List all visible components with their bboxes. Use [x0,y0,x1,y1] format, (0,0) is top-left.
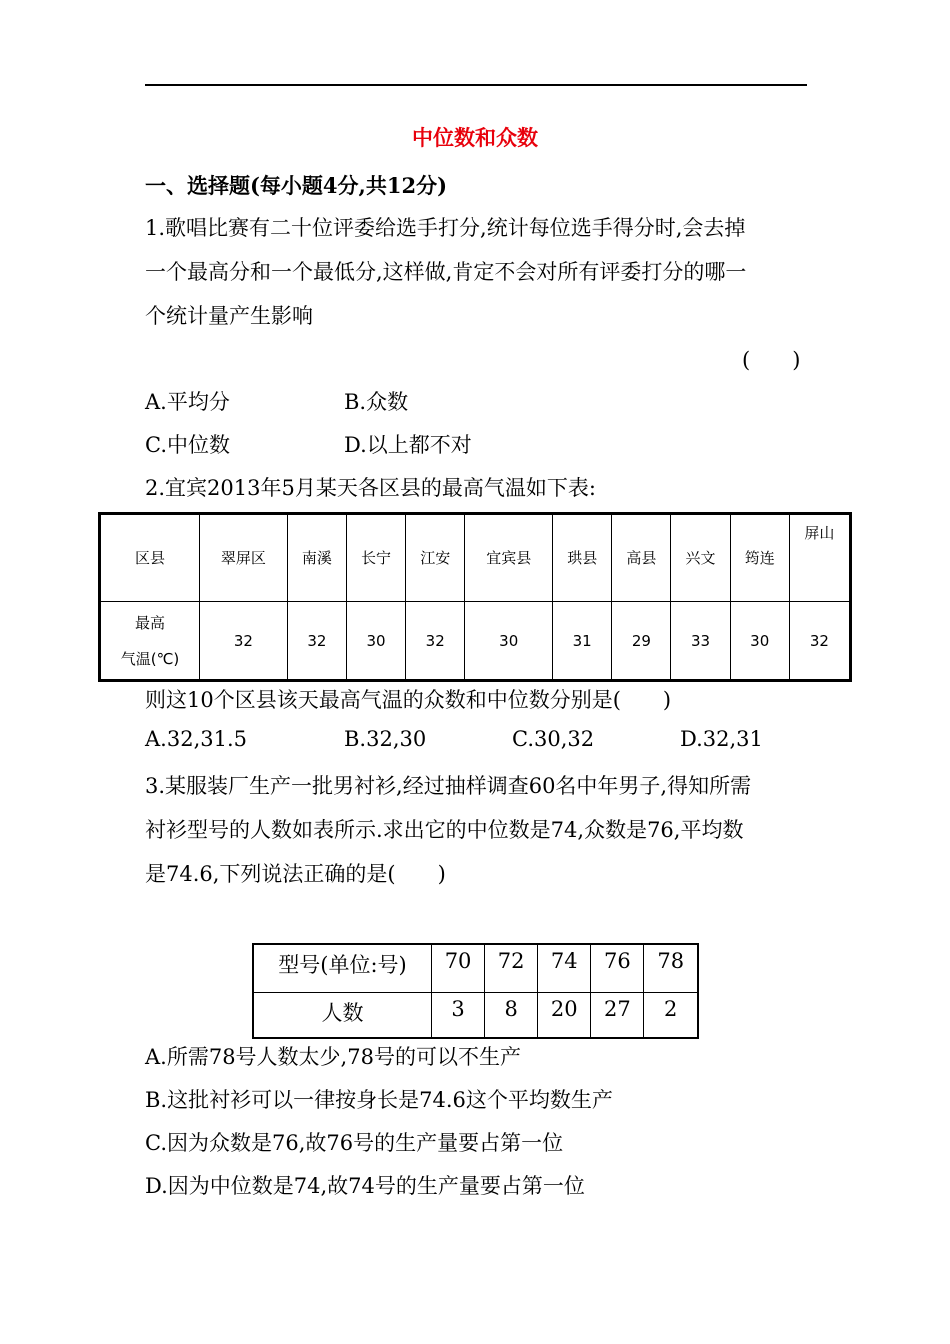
q3-line-2: 衬衫型号的人数如表所示.求出它的中位数是74,众数是76,平均数 [145,818,744,842]
table-row [100,602,851,681]
row-label-cell [100,602,200,681]
q1-option-a: A.平均分 [145,390,230,414]
size-cell: 70 [432,944,485,992]
q1-option-c: C.中位数 [145,433,230,457]
district-cell: 兴文 [671,514,730,602]
district-cell: 珙县 [553,514,612,602]
q1-answer-bracket: ( ) [742,348,801,372]
count-cell: 8 [485,992,538,1038]
temp-cell: 32 [200,602,288,681]
temp-cell: 33 [671,602,730,681]
size-table [252,943,699,1039]
size-cell: 76 [591,944,644,992]
district-cell: 南溪 [287,514,346,602]
count-cell: 2 [644,992,698,1038]
district-cell: 翠屏区 [200,514,288,602]
size-cell: 72 [485,944,538,992]
row-label-line-1: 最高 [134,613,165,632]
temp-cell: 30 [730,602,789,681]
size-cell: 78 [644,944,698,992]
q2-question: 则这10个区县该天最高气温的众数和中位数分别是( ) [145,688,672,712]
temp-cell: 30 [465,602,553,681]
count-cell: 3 [432,992,485,1038]
count-label-cell: 人数 [253,992,432,1038]
q1-option-d: D.以上都不对 [344,433,472,457]
size-cell: 74 [538,944,591,992]
district-cell: 筠连 [730,514,789,602]
district-cell: 长宁 [346,514,405,602]
q2-option-d: D.32,31 [680,727,763,751]
q1-line-1: 1.歌唱比赛有二十位评委给选手打分,统计每位选手得分时,会去掉 [145,216,746,240]
q3-option-a: A.所需78号人数太少,78号的可以不生产 [145,1045,521,1069]
table-header-cell: 区县 [100,514,200,602]
page-title: 中位数和众数 [412,125,538,150]
q3-option-b: B.这批衬衫可以一律按身长是74.6这个平均数生产 [145,1088,613,1112]
temp-cell: 31 [553,602,612,681]
table-row [100,514,851,602]
temp-cell: 32 [287,602,346,681]
table-row [253,992,698,1038]
table-row [253,944,698,992]
q1-line-3: 个统计量产生影响 [145,304,313,328]
row-label-line-2: 气温(℃) [120,649,180,668]
q3-option-d: D.因为中位数是74,故74号的生产量要占第一位 [145,1174,585,1198]
temp-cell: 32 [406,602,465,681]
count-cell: 20 [538,992,591,1038]
q3-line-1: 3.某服装厂生产一批男衬衫,经过抽样调查60名中年男子,得知所需 [145,774,752,798]
temp-cell: 30 [346,602,405,681]
q2-option-a: A.32,31.5 [145,727,247,751]
district-cell: 高县 [612,514,671,602]
temp-cell: 29 [612,602,671,681]
q1-option-b: B.众数 [344,390,409,414]
size-label-cell: 型号(单位:号) [253,944,432,992]
section-heading: 一、选择题(每小题4分,共12分) [145,173,448,198]
q2-intro: 2.宜宾2013年5月某天各区县的最高气温如下表: [145,476,596,500]
count-cell: 27 [591,992,644,1038]
q2-option-c: C.30,32 [512,727,595,751]
header-rule [145,84,807,86]
temp-cell: 32 [789,602,850,681]
district-cell: 江安 [406,514,465,602]
temperature-table [98,512,852,682]
district-cell: 屏山 [789,514,850,602]
q1-line-2: 一个最高分和一个最低分,这样做,肯定不会对所有评委打分的哪一 [145,260,747,284]
q3-line-3: 是74.6,下列说法正确的是( ) [145,862,446,886]
q2-option-b: B.32,30 [344,727,427,751]
district-cell: 宜宾县 [465,514,553,602]
q3-option-c: C.因为众数是76,故76号的生产量要占第一位 [145,1131,564,1155]
